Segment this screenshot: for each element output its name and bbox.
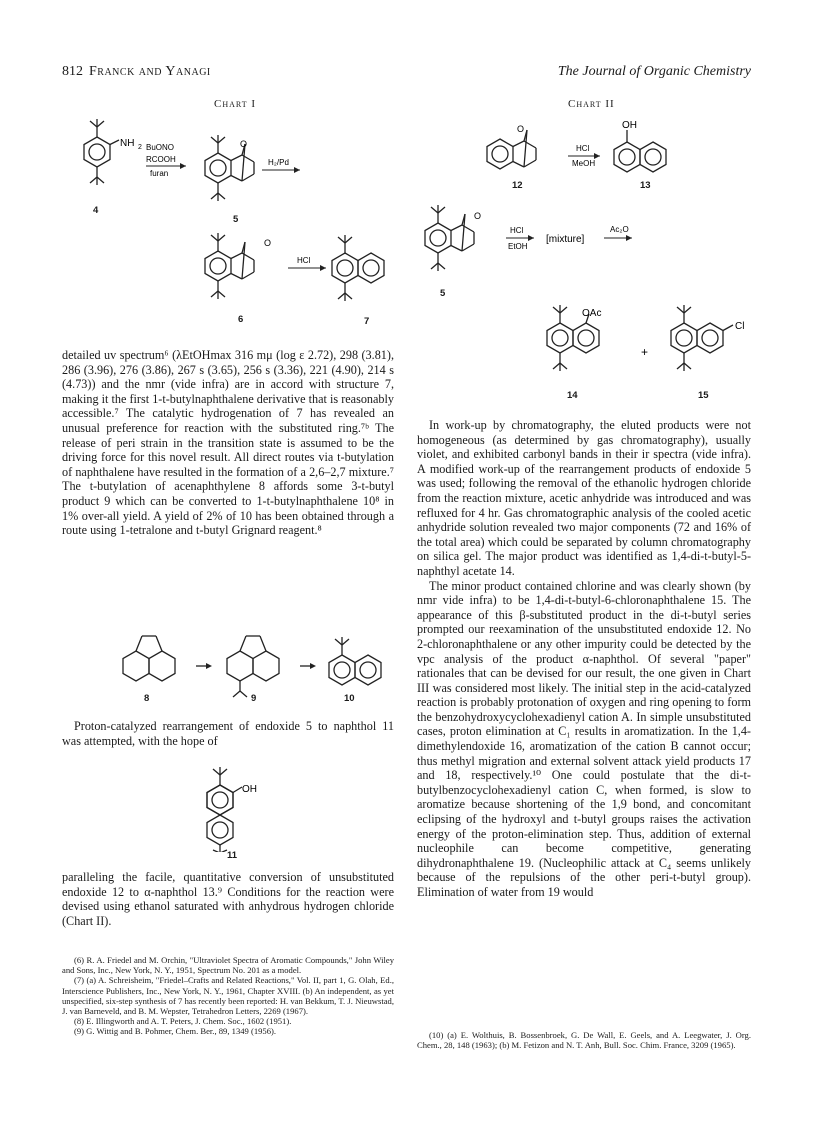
label-6: 6 bbox=[238, 314, 244, 325]
svg-text:EtOH: EtOH bbox=[508, 242, 528, 251]
compound-6 bbox=[205, 233, 254, 299]
label-5-chart1: 5 bbox=[233, 214, 239, 225]
footnote-8: (8) E. Illingworth and A. T. Peters, J. Chem. Soc., 1602 (1951). bbox=[74, 1016, 292, 1027]
footnote-6: (6) R. A. Friedel and M. Orchin, "Ultraviolet Spectra of Aromatic Compounds," John Wiley and Sons, Inc., New York, N. Y., 1951, Spectrum No. 201 as a model. bbox=[62, 955, 394, 976]
svg-text:OH: OH bbox=[622, 120, 637, 131]
label-9: 9 bbox=[251, 693, 257, 704]
chart-i-title: Chart I bbox=[214, 98, 257, 110]
right-paragraph-2: The minor product contained chlorine and was clearly shown (by nmr vide infra) to be 1,4-di-t-butyl-6-chloronaphthalene 15. The appearance of this β-substituted product in the di-t-butyl series prompted our reexamination of the unsubstituted endoxide 12. No 2-chloronaphthalene or any other impurity could be detected by the vpc analysis of the product α-naphthol. Of several "paper" rationales that can be devised for our result, the one given in Chart III was considered most likely. The initial step in the acid-catalyzed reaction is probably protonation of oxygen and ring opening to form the benzohydroxycyclohexadienyl cation A. In simple unsubstituted cases, proton elimination at C₁ results in aromatization. In the 1,4-dimethylendoxide 16, aromatization of the cation B cannot occur; thus methyl migration and external solvent attack yield products 17 and 18, respectively.¹⁰ One could postulate that the di-t-butylbenzocyclohexadienyl cation C, when formed, is slow to aromatize because shortening of the 1,9 bond, and concomitant eclipsing of the hydroxyl and t-butyl groups raises the activation energy of the proton-elimination step. Thus, addition of external nucleophile can become competitive, generating dihydronaphthalene 19. (Nucleophilic attack at C₄ seems unlikely because of the repulsions of the other peri-t-butyl group). Elimination of water from 19 would bbox=[417, 578, 751, 899]
right-footnotes bbox=[417, 1030, 751, 1050]
right-column-text bbox=[417, 418, 751, 900]
compound-15 bbox=[671, 305, 733, 371]
svg-text:OH: OH bbox=[242, 784, 257, 795]
footnote-7: (7) (a) A. Schreisheim, "Friedel–Crafts and Related Reactions," Vol. II, part 1, G. Olah, Ed., Interscience Publishers, Inc., New York, N. Y., 1961, Chapter XVIII. (b) An independent, as yet unspecified, six-step synthesis of 7 has recently been reported: H. van Bekkum, T. J. Nieuwstad, J. van Barneveld, and B. M. Wepster, Tetrahedron Letters, 2269 (1967). bbox=[62, 975, 394, 1017]
label-4: 4 bbox=[93, 205, 99, 216]
svg-text:O: O bbox=[264, 238, 272, 248]
nh2-label: NH bbox=[120, 138, 135, 149]
label-13: 13 bbox=[640, 180, 651, 191]
footnote-9: (9) G. Wittig and B. Pohmer, Chem. Ber., 89, 1349 (1956). bbox=[74, 1026, 277, 1037]
label-15: 15 bbox=[698, 390, 709, 401]
label-5-chart2: 5 bbox=[440, 288, 446, 299]
chart-ii-title: Chart II bbox=[568, 98, 615, 110]
label-8: 8 bbox=[144, 693, 150, 704]
label-11: 11 bbox=[227, 850, 238, 861]
svg-text:BuONO: BuONO bbox=[146, 143, 175, 152]
compound-11 bbox=[190, 752, 280, 852]
compound-7 bbox=[332, 235, 384, 301]
footnote-10: (10) (a) E. Wolthuis, B. Bossenbroek, G. De Wall, E. Geels, and A. Leegwater, J. Org. Chem., 28, 148 (1963); (b) M. Fetizon and N. T. Anh, Bull. Soc. Chim. France, 3209 (1965). bbox=[417, 1030, 751, 1051]
left-paragraph-3: paralleling the facile, quantitative conversion of unsubstituted endoxide 12 to α-naphthol 13.⁹ Conditions for the reaction were devised using ethanol saturated with anhydrous hydrogen chloride (Chart II). bbox=[62, 870, 394, 928]
compound-4 bbox=[84, 119, 119, 185]
h2pd-reagent: H₂/Pd bbox=[268, 158, 289, 167]
label-7: 7 bbox=[364, 316, 370, 327]
compound-12 bbox=[487, 130, 536, 169]
svg-text:RCOOH: RCOOH bbox=[146, 155, 176, 164]
svg-text:Cl: Cl bbox=[735, 321, 745, 332]
svg-text:OAc: OAc bbox=[582, 308, 602, 319]
label-12: 12 bbox=[512, 180, 523, 191]
left-footnotes bbox=[62, 955, 394, 1037]
hcl-reagent-chart1: HCl bbox=[297, 256, 311, 265]
svg-text:+: + bbox=[641, 345, 649, 359]
svg-text:MeOH: MeOH bbox=[572, 159, 596, 168]
svg-text:2: 2 bbox=[138, 144, 142, 151]
left-paragraph-2: Proton-catalyzed rearrangement of endoxide 5 to naphthol 11 was attempted, with the hope of bbox=[62, 719, 394, 748]
right-paragraph-1: In work-up by chromatography, the eluted products were not homogeneous (as determined by gas chromatography), usually violet, and exhibited carbonyl bands in their ir spectra (vide infra). A modified work-up of the rearrangement products of endoxide 5 was used; following the removal of the ethanolic hydrogen chloride from the reaction mixture, acetic anhydride was introduced and was refluxed for 4 hr. Gas chromatographic analysis of the cooled acetic anhydride solution revealed two major components (72 and 16% of the total area) which could be separated by column chromatography on silica gel. The major product was identified as 1,4-di-t-butyl-5-naphthyl acetate 14. bbox=[417, 418, 751, 578]
svg-text:HCl: HCl bbox=[510, 226, 524, 235]
svg-text:O: O bbox=[517, 124, 525, 134]
left-paragraph-1: detailed uv spectrum⁶ (λEtOHmax 316 mμ (log ε 2.72), 298 (3.81), 286 (3.96), 276 (3.86), 267 s (3.65), 256 s (3.36), 221 (4.90), 214 s (4.73)) and the nmr (vide infra) are in accord with structure 7, making it the first 1-t-butylnaphthalene derivative that is reasonably accessible.⁷ The catalytic hydrogenation of 7 has revealed an unusual preference for reaction with the substituted ring.⁷ᵇ The release of peri strain in the transition state is assumed to be the driving force for this novel result. All direct routes via t-butylation of naphthalene have resulted in the formation of a 2,6–2,7 mixture.⁷ The t-butylation of acenaphthylene 8 affords some 3-t-butyl product 9 which can be converted to 1-t-butylnaphthalene 10⁸ in 1% over-all yield. A yield of 2% of 10 has been obtained through a route using 1-tetralone and t-butyl Grignard reagent.⁸ bbox=[62, 348, 394, 538]
svg-text:[mixture]: [mixture] bbox=[546, 234, 585, 245]
svg-text:HCl: HCl bbox=[576, 144, 590, 153]
running-authors: Franck and Yanagi bbox=[89, 64, 211, 79]
label-10: 10 bbox=[344, 693, 355, 704]
svg-text:O: O bbox=[240, 139, 248, 149]
journal-title: The Journal of Organic Chemistry bbox=[557, 64, 751, 79]
compound-5-chart2 bbox=[425, 205, 474, 271]
svg-text:O: O bbox=[474, 211, 482, 221]
svg-text:furan: furan bbox=[150, 169, 169, 178]
compound-13 bbox=[614, 130, 666, 172]
svg-text:Ac₂O: Ac₂O bbox=[610, 225, 629, 234]
label-14: 14 bbox=[567, 390, 578, 401]
page-number: 812 bbox=[62, 64, 83, 79]
